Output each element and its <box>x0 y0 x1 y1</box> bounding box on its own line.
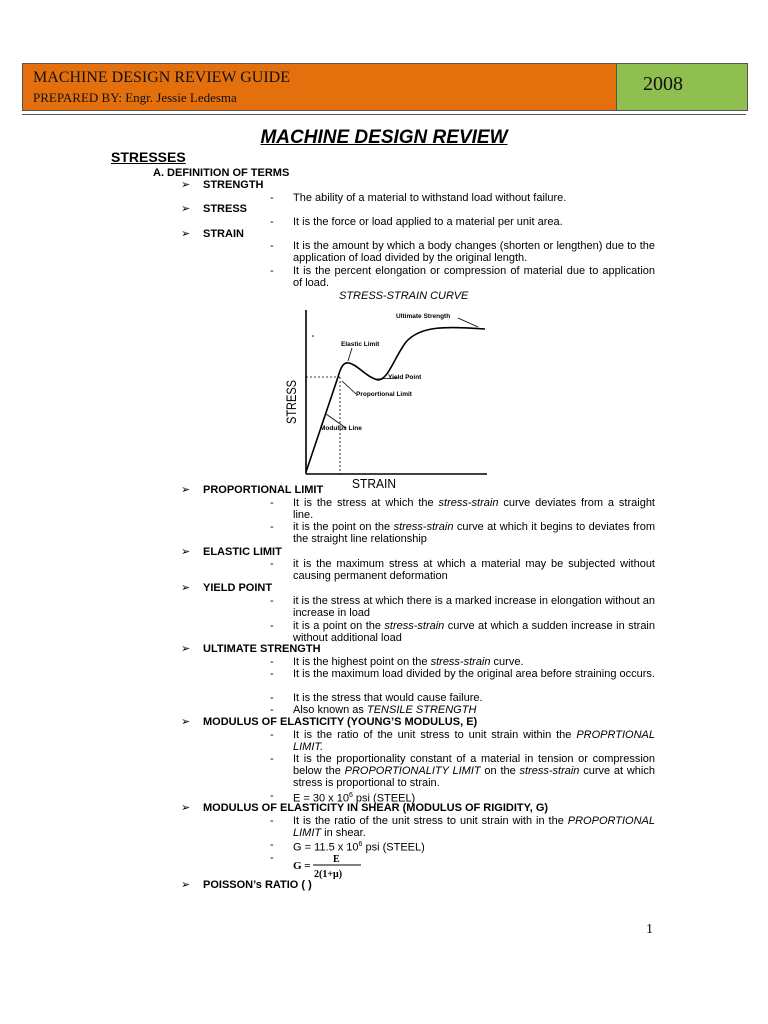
bullet-arrow-icon: ➢ <box>181 546 191 558</box>
dash: - <box>270 790 274 802</box>
term-yield-point: YIELD POINT <box>203 582 273 594</box>
dash: - <box>270 729 274 741</box>
desc-ultimate-2: It is the maximum load divided by the original area before straining occurs. <box>293 668 655 680</box>
desc-yield-1: it is the stress at which there is a marked increase in elongation without an increase in load <box>293 595 655 619</box>
header-title-block <box>23 64 617 110</box>
desc-modulus-2: It is the proportionality constant of a material in tension or compression below the PROPORTIONALITY LIMIT on the stress-strain curve at which stress is proportional to strain. <box>293 753 655 789</box>
dash: - <box>270 815 274 827</box>
leader-elastic <box>348 348 352 361</box>
bullet-arrow-icon: ➢ <box>181 203 191 215</box>
dash: - <box>270 521 274 533</box>
desc-shear-2: G = 11.5 x $10^6$ psi (STEEL) <box>293 841 425 854</box>
desc-shear-1: It is the ratio of the unit stress to unit strain with in the PROPORTIONAL LIMIT in shear. <box>293 815 655 839</box>
figure-dot <box>312 335 314 337</box>
dash: - <box>270 668 274 680</box>
dash: - <box>270 192 274 204</box>
dash: - <box>270 558 274 570</box>
shear-modulus-formula <box>293 853 363 879</box>
dash: - <box>270 753 274 765</box>
term-elastic-limit: ELASTIC LIMIT <box>203 546 282 558</box>
section-heading: STRESSES <box>111 149 186 165</box>
document-title: MACHINE DESIGN REVIEW <box>260 127 508 148</box>
dash: - <box>270 839 274 851</box>
dash: - <box>270 595 274 607</box>
bullet-arrow-icon: ➢ <box>181 716 191 728</box>
dash: - <box>270 852 274 864</box>
desc-ultimate-1: It is the highest point on the stress-strain curve. <box>293 656 524 668</box>
desc-strain-2: It is the percent elongation or compression of material due to application of load. <box>293 265 655 289</box>
desc-modulus-3: E = 30 x $10^6$ psi (STEEL) <box>293 792 416 805</box>
page-number: 1 <box>646 922 653 937</box>
bullet-arrow-icon: ➢ <box>181 802 191 814</box>
term-strain: STRAIN <box>203 228 244 240</box>
dash: - <box>270 620 274 632</box>
term-stress: STRESS <box>203 203 248 215</box>
term-strength: STRENGTH <box>203 179 264 191</box>
y-axis-title: STRESS <box>283 367 299 424</box>
formula-denominator: 2(1+μ) <box>314 869 343 879</box>
bullet-arrow-icon: ➢ <box>181 643 191 655</box>
desc-modulus-1: It is the ratio of the unit stress to unit strain within the PROPRTIONAL LIMIT. <box>293 729 655 753</box>
term-modulus-elasticity: MODULUS OF ELASTICITY (YOUNG’S MODULUS, E) <box>203 716 478 728</box>
dash: - <box>270 216 274 228</box>
dash: - <box>270 497 274 509</box>
desc-yield-2: it is a point on the stress-strain curve at which a sudden increase in strain without additional load <box>293 620 655 644</box>
header-divider <box>22 114 746 115</box>
header-year: 2008 <box>643 73 683 95</box>
desc-ultimate-4: Also known as TENSILE STRENGTH <box>293 704 477 716</box>
dash: - <box>270 265 274 277</box>
dash: - <box>270 704 274 716</box>
label-elastic-limit: Elastic Limit <box>341 341 380 348</box>
header-prepared-by: PREPARED BY: Engr. Jessie Ledesma <box>33 90 237 105</box>
term-poisson-ratio: POISSON’s RATIO ( ) <box>203 879 312 891</box>
x-axis-title: STRAIN <box>352 476 396 491</box>
stress-strain-figure <box>280 300 500 495</box>
dash: - <box>270 656 274 668</box>
formula-numerator: E <box>333 854 340 865</box>
desc-proportional-1: It is the stress at which the stress-strain curve deviates from a straight line. <box>293 497 655 521</box>
label-proportional-limit: Proportional Limit <box>356 391 412 398</box>
leader-proportional <box>342 381 356 394</box>
dash: - <box>270 240 274 252</box>
figure-caption: STRESS-STRAIN CURVE <box>339 290 469 302</box>
stress-strain-curve <box>306 327 485 472</box>
bullet-arrow-icon: ➢ <box>181 179 191 191</box>
term-ultimate-strength: ULTIMATE STRENGTH <box>203 643 321 655</box>
term-proportional-limit: PROPORTIONAL LIMIT <box>203 484 324 496</box>
header-banner <box>22 63 748 111</box>
bullet-arrow-icon: ➢ <box>181 484 191 496</box>
label-modulus-line: Modulus Line <box>320 425 362 432</box>
label-ultimate-strength: Ultimate Strength <box>396 313 451 320</box>
formula-lhs: G = <box>293 860 311 872</box>
dash: - <box>270 692 274 704</box>
header-title: MACHINE DESIGN REVIEW GUIDE <box>33 69 291 86</box>
bullet-arrow-icon: ➢ <box>181 879 191 891</box>
term-modulus-shear: MODULUS OF ELASTICITY IN SHEAR (MODULUS OF RIGIDITY, G) <box>203 802 549 814</box>
desc-elastic-limit: it is the maximum stress at which a material may be subjected without causing permanent deformation <box>293 558 655 582</box>
subsection-heading: A. DEFINITION OF TERMS <box>153 167 290 179</box>
label-yield-point: Yield Point <box>388 374 422 381</box>
desc-proportional-2: it is the point on the stress-strain curve at which it begins to deviates from the straight line relationship <box>293 521 655 545</box>
header-year-block <box>617 64 747 110</box>
desc-strain-1: It is the amount by which a body changes (shorten or lengthen) due to the application of load divided by the original length. <box>293 240 655 264</box>
bullet-arrow-icon: ➢ <box>181 582 191 594</box>
desc-strength: The ability of a material to withstand load without failure. <box>293 192 567 204</box>
bullet-arrow-icon: ➢ <box>181 228 191 240</box>
desc-ultimate-3: It is the stress that would cause failure. <box>293 692 483 704</box>
leader-ultimate <box>458 318 478 327</box>
desc-stress: It is the force or load applied to a material per unit area. <box>293 216 563 228</box>
